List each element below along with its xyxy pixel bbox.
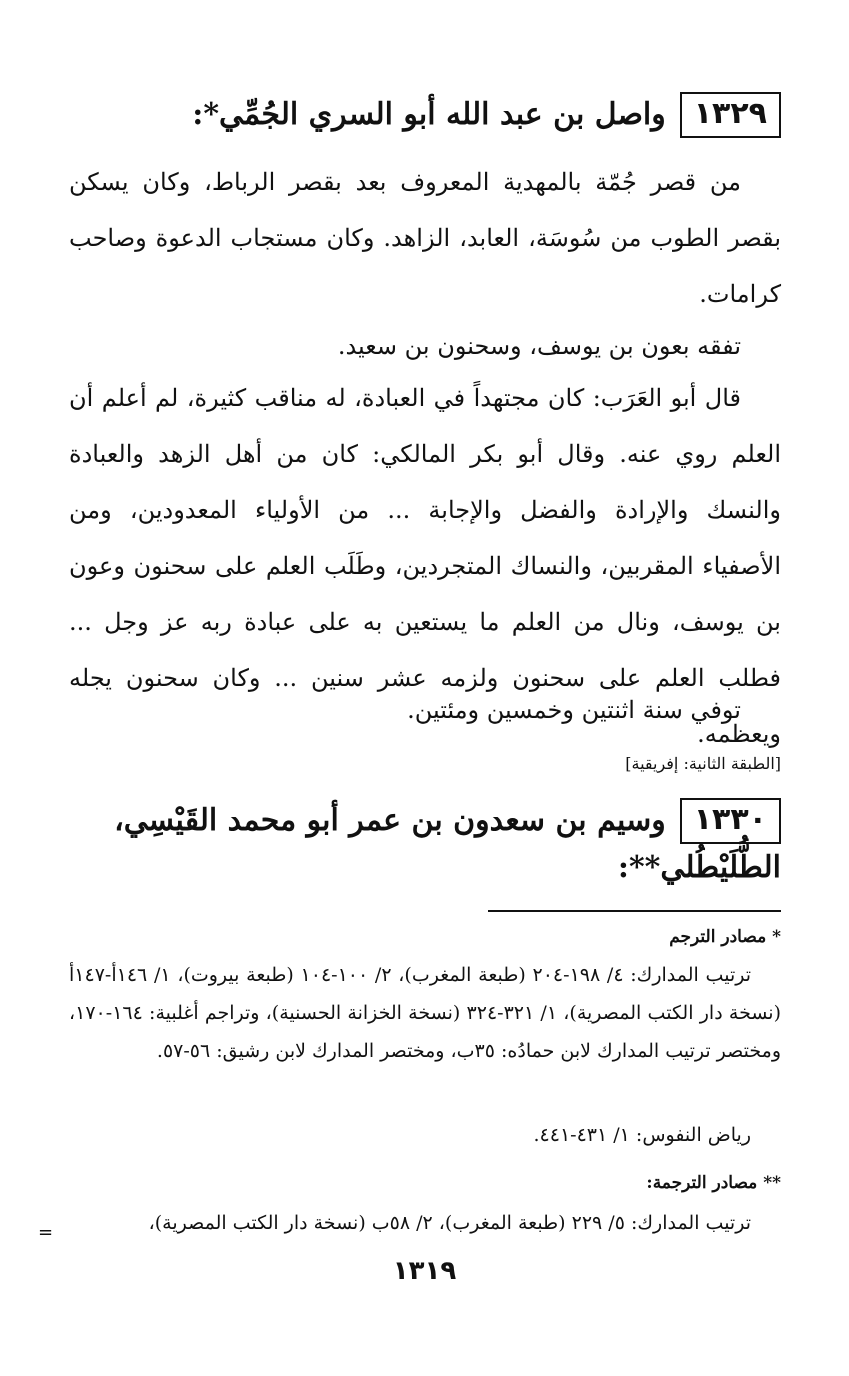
paragraph-origin: من قصر جُمّة بالمهدية المعروف بعد بقصر الرباط، وكان يسكن بقصر الطوب من سُوسَة، العابد، الزاهد. وكان مستجاب الدعوة وصاحب كرامات. xyxy=(69,168,781,308)
paragraph-quotes: قال أبو العَرَب: كان مجتهداً في العبادة، له مناقب كثيرة، لم أعلم أن العلم روي عنه. وقال أبو بكر المالكي: كان من أهل الزهد والعبادة والنسك والإرادة والفضل والإجابة ... من الأولياء المعدودين، ومن الأصفياء المقربين، والنساك المتجردين، وطَلَب العلم على سحنون وعون بن يوسف، ونال من العلم ما يستعين به على عبادة ربه عز وجل ... فطلب العلم على سحنون ولزمه عشر سنين ... وكان سحنون يجله ويعظمه. xyxy=(69,384,782,748)
entry-title: وسيم بن سعدون بن عمر أبو محمد القَيْسِي، xyxy=(114,803,666,838)
entry-number-box: ١٣٣٠ xyxy=(680,798,781,844)
footnote-2-label: ** مصادر الترجمة: xyxy=(646,1173,781,1193)
footnote-1-text-2: رياض النفوس: ١/ ٤٣١-٤٤١. xyxy=(533,1124,751,1146)
paragraph-death: توفي سنة اثنتين وخمسين ومئتين. xyxy=(407,696,741,724)
section-tag: [الطبقة الثانية: إفريقية] xyxy=(625,754,781,773)
continuation-mark: = xyxy=(38,1222,54,1243)
footnote-1-text: ترتيب المدارك: ٤/ ١٩٨-٢٠٤ (طبعة المغرب)، ٢/ ١٠٠-١٠٤ (طبعة بيروت)، ١/ ١٤٦أ-١٤٧أ (نسخة دار الكتب المصرية)، ١/ ٣٢١-٣٢٤ (نسخة الخزانة الحسنية)، وتراجم أغلبية: ١٦٤-١٧٠، ومختصر ترتيب المدارك لابن حمادُه: ٣٥ب، ومختصر المدارك لابن رشيق: ٥٦-٥٧. xyxy=(69,964,781,1062)
footnote-1-label: * مصادر الترجم xyxy=(669,927,781,947)
entry-number-box: ١٣٢٩ xyxy=(680,92,781,138)
entry-1329-heading xyxy=(192,92,781,138)
entry-title-continued: الطُّلَيْطُلي**: xyxy=(617,850,781,885)
entry-title: واصل بن عبد الله أبو السري الجُمِّي*: xyxy=(192,97,666,132)
entry-1330-heading xyxy=(114,798,781,844)
page-number: ١٣١٩ xyxy=(392,1256,457,1286)
paragraph-teachers: تفقه بعون بن يوسف، وسحنون بن سعيد. xyxy=(337,332,741,360)
footnote-2-text: ترتيب المدارك: ٥/ ٢٢٩ (طبعة المغرب)، ٢/ ٥٨ب (نسخة دار الكتب المصرية)، xyxy=(148,1212,751,1234)
footnote-divider xyxy=(488,910,781,912)
